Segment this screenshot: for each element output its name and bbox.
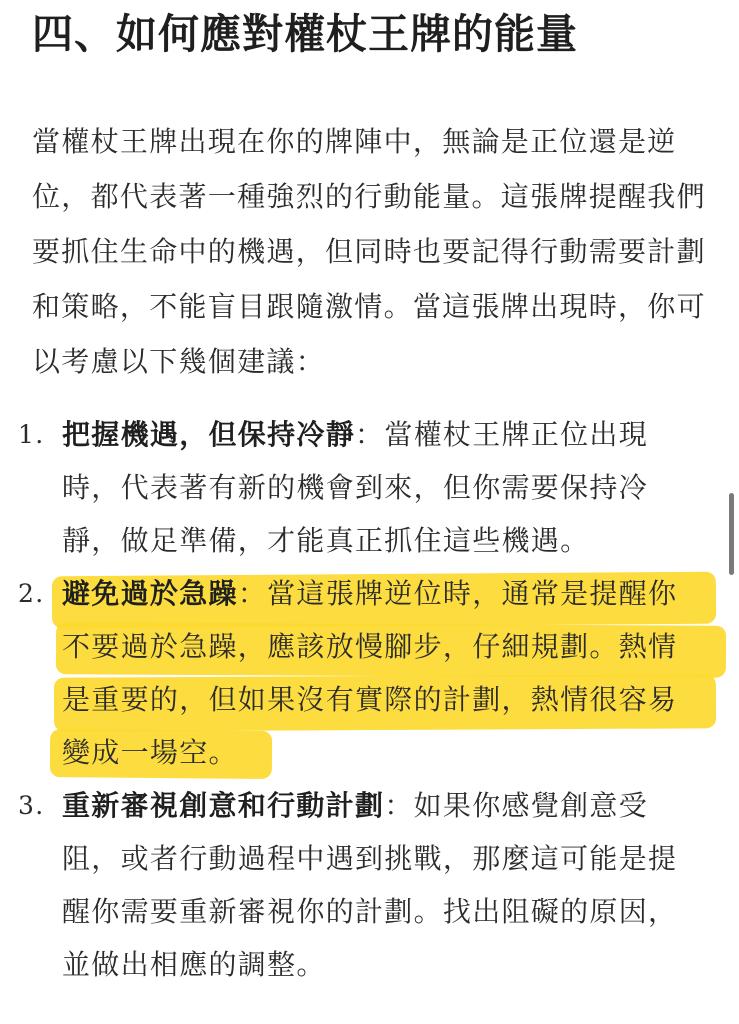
- list-item-text: [62, 789, 677, 981]
- list-item: [0, 408, 704, 567]
- list-item-number: 2.: [18, 579, 45, 608]
- list-item-title: 重新審視創意和行動計劃: [62, 789, 385, 822]
- list-item-text: [62, 418, 648, 557]
- list-item-body: ：當這張牌逆位時，通常是提醒你不要過於急躁，應該放慢腳步，仔細規劃。熱情是重要的，但如果沒有實際的計劃，熱情很容易變成一場空。: [62, 577, 678, 769]
- list-item-highlighted: [0, 567, 704, 779]
- advice-list: [0, 408, 739, 991]
- list-item-body: ：如果你感覺創意受阻，或者行動過程中遇到挑戰，那麼這可能是提醒你需要重新審視你的計劃。找出阻礙的原因，並做出相應的調整。: [62, 789, 678, 981]
- list-item: [0, 779, 704, 991]
- scrollbar-thumb[interactable]: [729, 493, 734, 575]
- list-item-number: 1.: [18, 420, 45, 449]
- list-item-title: 避免過於急躁: [62, 577, 238, 610]
- list-item-title: 把握機遇，但保持冷靜: [62, 418, 356, 451]
- section-heading: 四、如何應對權杖王牌的能量: [32, 10, 578, 58]
- intro-paragraph: 當權杖王牌出現在你的牌陣中，無論是正位還是逆位，都代表著一種強烈的行動能量。這張牌提醒我們要抓住生命中的機遇，但同時也要記得行動需要計劃和策略，不能盲目跟隨激情。當這張牌出現時，你可以考慮以下幾個建議：: [32, 125, 706, 378]
- list-item-body: ：當權杖王牌正位出現時，代表著有新的機會到來，但你需要保持冷靜，做足準備，才能真正抓住這些機遇。: [62, 418, 649, 557]
- list-item-number: 3.: [18, 791, 45, 820]
- list-item-text: [62, 577, 677, 769]
